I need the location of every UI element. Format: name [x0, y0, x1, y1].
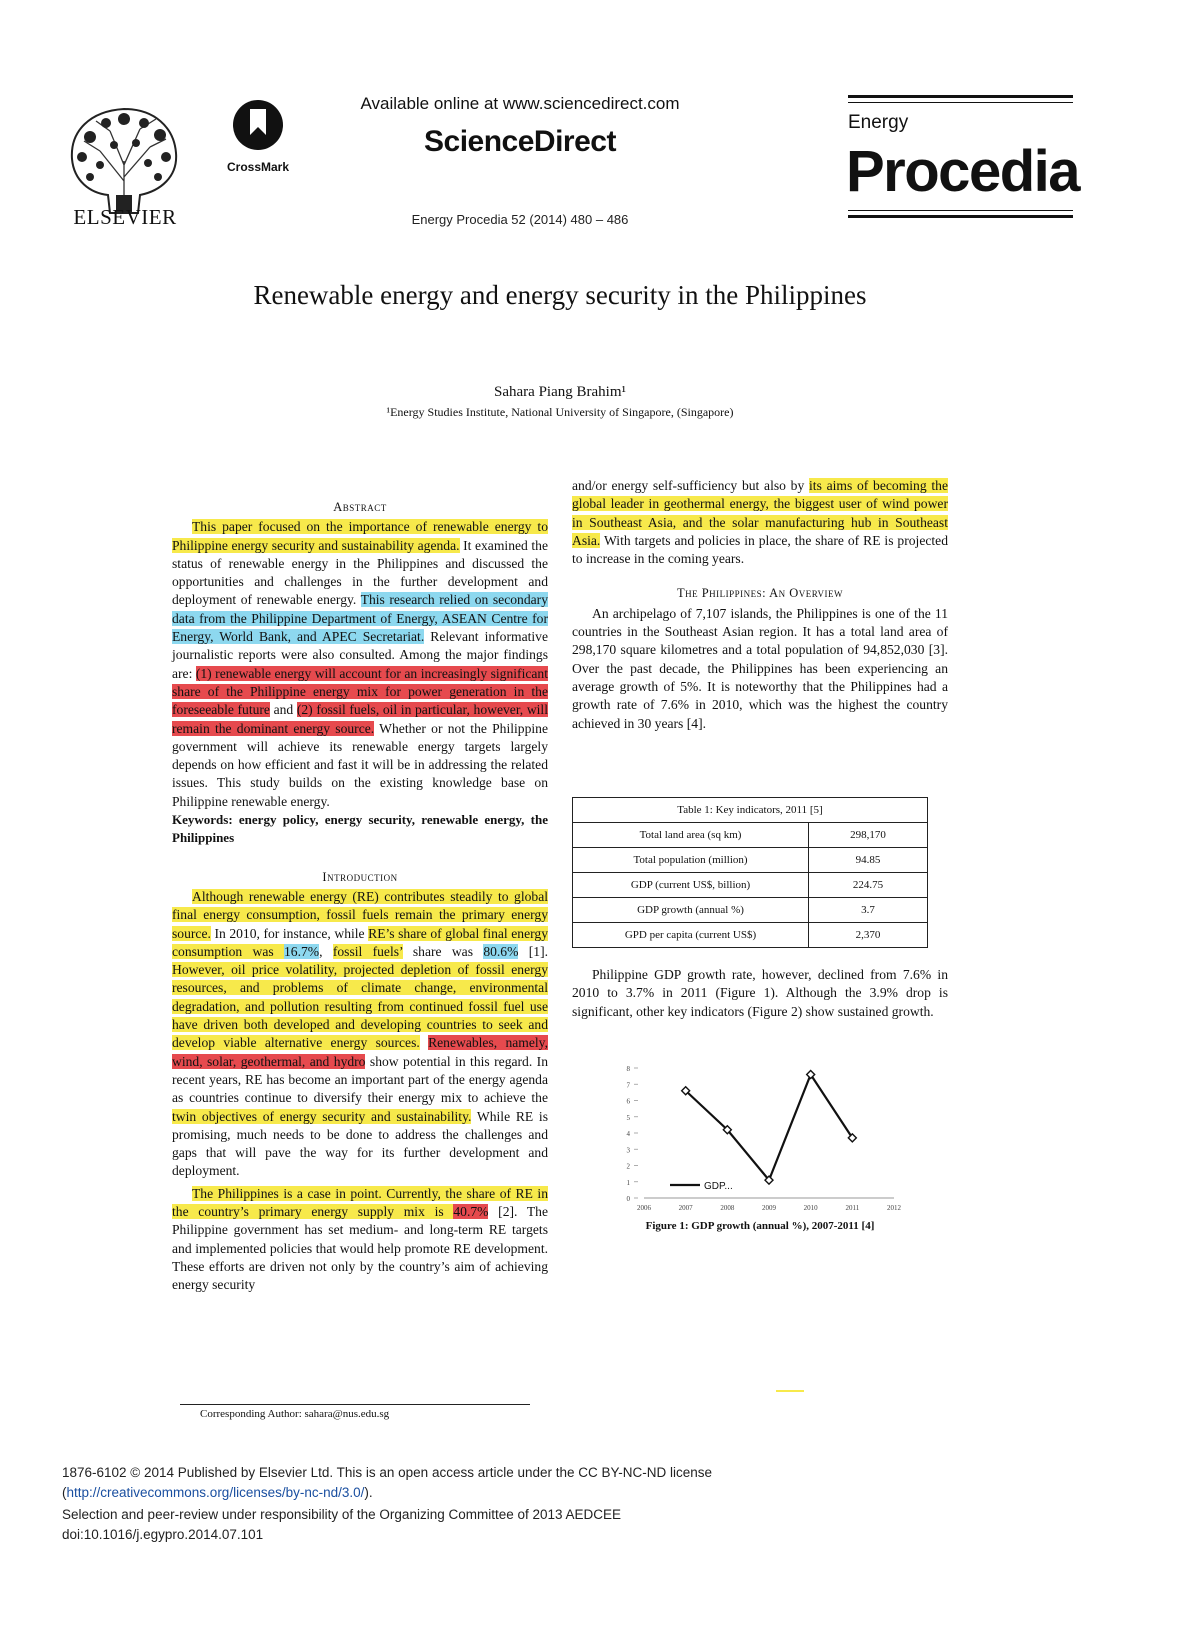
table-row: Total land area (sq km) 298,170: [573, 823, 928, 848]
corresponding-author-footnote: Corresponding Author: sahara@nus.edu.sg: [200, 1408, 390, 1420]
highlight-yellow: twin objectives of energy security and sustainability.: [172, 1108, 472, 1124]
highlight-blue: 16.7%: [284, 943, 320, 959]
highlight-yellow: RE’s share of global final energy consumption was: [172, 925, 548, 959]
svg-text:CrossMark: CrossMark: [226, 160, 290, 174]
intro-paragraph-1: Although renewable energy (RE) contributes steadily to global final energy consumption, fossil fuels remain the primary energy source. In 2010, for instance, while RE’s share of global final energy consumption was 16.7%, fossil fuels’ share was 80.6% [1]. However, oil price volatility, projected depletion of fossil energy resources, and problems of climate change, environmental degradation, and pollution resulting from continued fossil fuel use have driven both developed and developing countries to seek and develop viable alternative energy sources. Renewables, namely, wind, solar, geothermal, and hydro show potential in this regard. In recent years, RE has become an important part of the energy agenda as countries continue to diversify their energy mix to achieve the twin objectives of energy security and sustainability. While RE is promising, much needs to be done to address the challenges and gaps that will pave the way for its further development and deployment.: [172, 888, 549, 1179]
figure-caption: Figure 1: GDP growth (annual %), 2007-2011 [4]: [645, 1220, 875, 1232]
highlight-yellow: its aims of becoming the global leader in geothermal energy, the biggest user of wind power in Southeast Asia, and the solar manufacturing hub in Southeast Asia.: [572, 478, 948, 548]
x-tick-label: 2006: [637, 1204, 651, 1212]
highlight-blue: This research relied on secondary data from the Philippine Department of Energy, ASEAN Centre for Energy, World Bank, and APEC Secretariat.: [172, 592, 548, 645]
highlight-yellow: However, oil price volatility, projected depletion of fossil energy resources, and problems of climate change, environmental degradation, and pollution resulting from continued fossil fuel use have driven both developed and developing countries to seek and develop viable alternative energy sources.: [172, 962, 548, 1051]
elsevier-wordmark: ELSEVIER: [73, 205, 177, 229]
table-row: GDP (current US$, billion) 224.75: [573, 873, 928, 898]
table-caption: Table 1: Key indicators, 2011 [5]: [573, 798, 928, 823]
highlight-yellow: This paper focused on the importance of renewable energy to Philippine energy security and sustainability agenda.: [172, 519, 548, 553]
x-tick-label: 2010: [803, 1204, 818, 1212]
license-link-line: (http://creativecommons.org/licenses/by-nc-nd/3.0/).: [62, 1485, 373, 1500]
introduction-heading: Introduction: [322, 869, 398, 884]
x-tick-label: 2008: [720, 1204, 735, 1212]
highlight-yellow: Although renewable energy (RE) contributes steadily to global final energy consumption, fossil fuels remain the primary energy source.: [172, 888, 548, 941]
license-link[interactable]: http://creativecommons.org/licenses/by-nc-nd/3.0/: [66, 1485, 365, 1500]
gdp-growth-chart: [604, 1058, 904, 1218]
sciencedirect-wordmark: ScienceDirect: [424, 125, 616, 158]
y-tick-label: 6: [626, 1097, 630, 1106]
author-name: Sahara Piang Brahim¹: [494, 384, 626, 400]
abstract-heading: Abstract: [333, 500, 387, 514]
journal-name-small: Energy: [848, 112, 909, 133]
author-affiliation: ¹Energy Studies Institute, National University of Singapore, (Singapore): [386, 405, 734, 419]
y-tick-label: 4: [626, 1130, 630, 1138]
journal-logo-rule: [848, 210, 1073, 211]
highlight-yellow: fossil fuels’: [332, 943, 403, 959]
crossmark-icon[interactable]: [222, 97, 298, 177]
legend-label: GDP...: [704, 1181, 733, 1192]
available-online-text: Available online at www.sciencedirect.com: [360, 94, 680, 113]
footnote-rule: [180, 1404, 530, 1405]
table-row: Total population (million) 94.85: [573, 848, 928, 873]
highlight-yellow: The Philippines is a case in point. Currently, the share of RE in the country’s primary energy supply mix is: [172, 1185, 548, 1219]
paper-title: Renewable energy and energy security in the Philippines: [253, 280, 867, 310]
overview-paragraph: An archipelago of 7,107 islands, the Philippines is one of the 11 countries in the Southeast Asian region. It has a total land area of 298,170 square kilometres and a total population of 94,852,030 [3]. Over the past decade, the Philippines has been experiencing an average growth of 5%. It is noteworthy that the Philippines had a growth rate of 7.6% in 2010, which was the highest the country achieved in 30 years [4].: [572, 605, 948, 731]
journal-logo-rule: [848, 215, 1073, 218]
key-indicators-table: [572, 797, 928, 948]
y-tick-label: 7: [626, 1081, 630, 1090]
highlight-yellow-mark: [776, 1390, 804, 1392]
highlight-red: 40.7%: [453, 1203, 489, 1219]
intro-continuation: and/or energy self-sufficiency but also by its aims of becoming the global leader in geothermal energy, the biggest user of wind power in Southeast Asia, and the solar manufacturing hub in Southeast Asia. With targets and policies in place, the share of RE is projected to increase in the coming years.: [572, 478, 948, 567]
series-line: [686, 1075, 853, 1181]
table-row: GPD per capita (current US$) 2,370: [573, 923, 928, 948]
keywords: Keywords: energy policy, energy security, renewable energy, the Philippines: [172, 812, 548, 846]
right-column: [572, 477, 948, 733]
y-tick-label: 8: [626, 1065, 630, 1073]
y-tick-label: 2: [626, 1162, 630, 1171]
after-table-paragraph: Philippine GDP growth rate, however, declined from 7.6% in 2010 to 3.7% in 2011 (Figure 1). Although the 3.9% drop is significant, other key indicators (Figure 2) show sustained growth.: [572, 967, 948, 1019]
journal-citation: Energy Procedia 52 (2014) 480 – 486: [411, 212, 629, 227]
journal-name-big: Procedia: [846, 139, 1079, 204]
highlight-red: (1) renewable energy will account for an increasingly significant share of the Philippine energy mix for power generation in the foreseeable future: [172, 665, 548, 718]
intro-paragraph-2: The Philippines is a case in point. Currently, the share of RE in the country’s primary energy supply mix is 40.7% [2]. The Philippine government has set medium- and long-term RE targets and implemented policies that would help promote RE development. These efforts are driven not only by the country’s aim of achieving energy security: [172, 1185, 549, 1293]
journal-logo-rule: [848, 102, 1073, 103]
x-tick-label: 2007: [678, 1204, 693, 1212]
highlight-blue: 80.6%: [483, 943, 519, 959]
peer-review-line: Selection and peer-review under responsibility of the Organizing Committee of 2013 AEDCEE: [62, 1507, 622, 1522]
y-tick-label: 5: [626, 1113, 630, 1122]
y-tick-label: 0: [626, 1195, 630, 1203]
overview-heading: The Philippines: An Overview: [676, 586, 844, 601]
journal-logo-rule: [848, 95, 1073, 98]
y-tick-label: 3: [626, 1146, 630, 1155]
table-row: GDP growth (annual %) 3.7: [573, 898, 928, 923]
abstract-paragraph: This paper focused on the importance of renewable energy to Philippine energy security and sustainability agenda. It examined the status of renewable energy in the Philippines and discussed the opportunities and challenges in the further development and deployment of renewable energy. This research relied on secondary data from the Philippine Department of Energy, ASEAN Centre for Energy, World Bank, and APEC Secretariat. Relevant informative journalistic reports were also consulted. Among the major findings are: (1) renewable energy will account for an increasingly significant share of the Philippine energy mix for power generation in the foreseeable future and (2) fossil fuels, oil in particular, however, will remain the dominant energy source. Whether or not the Philippine government will achieve its renewable energy targets largely depends on how efficient and fast it will be in addressing the related issues. This study builds on the existing knowledge base on Philippine renewable energy.: [172, 519, 549, 809]
y-tick-label: 1: [626, 1178, 630, 1187]
doi-line: doi:10.1016/j.egypro.2014.07.101: [62, 1527, 264, 1542]
license-line: 1876-6102 © 2014 Published by Elsevier Ltd. This is an open access article under the CC BY-NC-ND license: [62, 1465, 713, 1480]
left-column: [172, 498, 548, 1294]
x-tick-label: 2012: [887, 1204, 901, 1212]
x-tick-label: 2011: [845, 1204, 860, 1212]
highlight-red: (2) fossil fuels, oil in particular, however, will remain the dominant energy source.: [172, 702, 548, 736]
x-tick-label: 2009: [762, 1204, 776, 1212]
highlight-red: Renewables, namely, wind, solar, geothermal, and hydro: [172, 1035, 548, 1069]
